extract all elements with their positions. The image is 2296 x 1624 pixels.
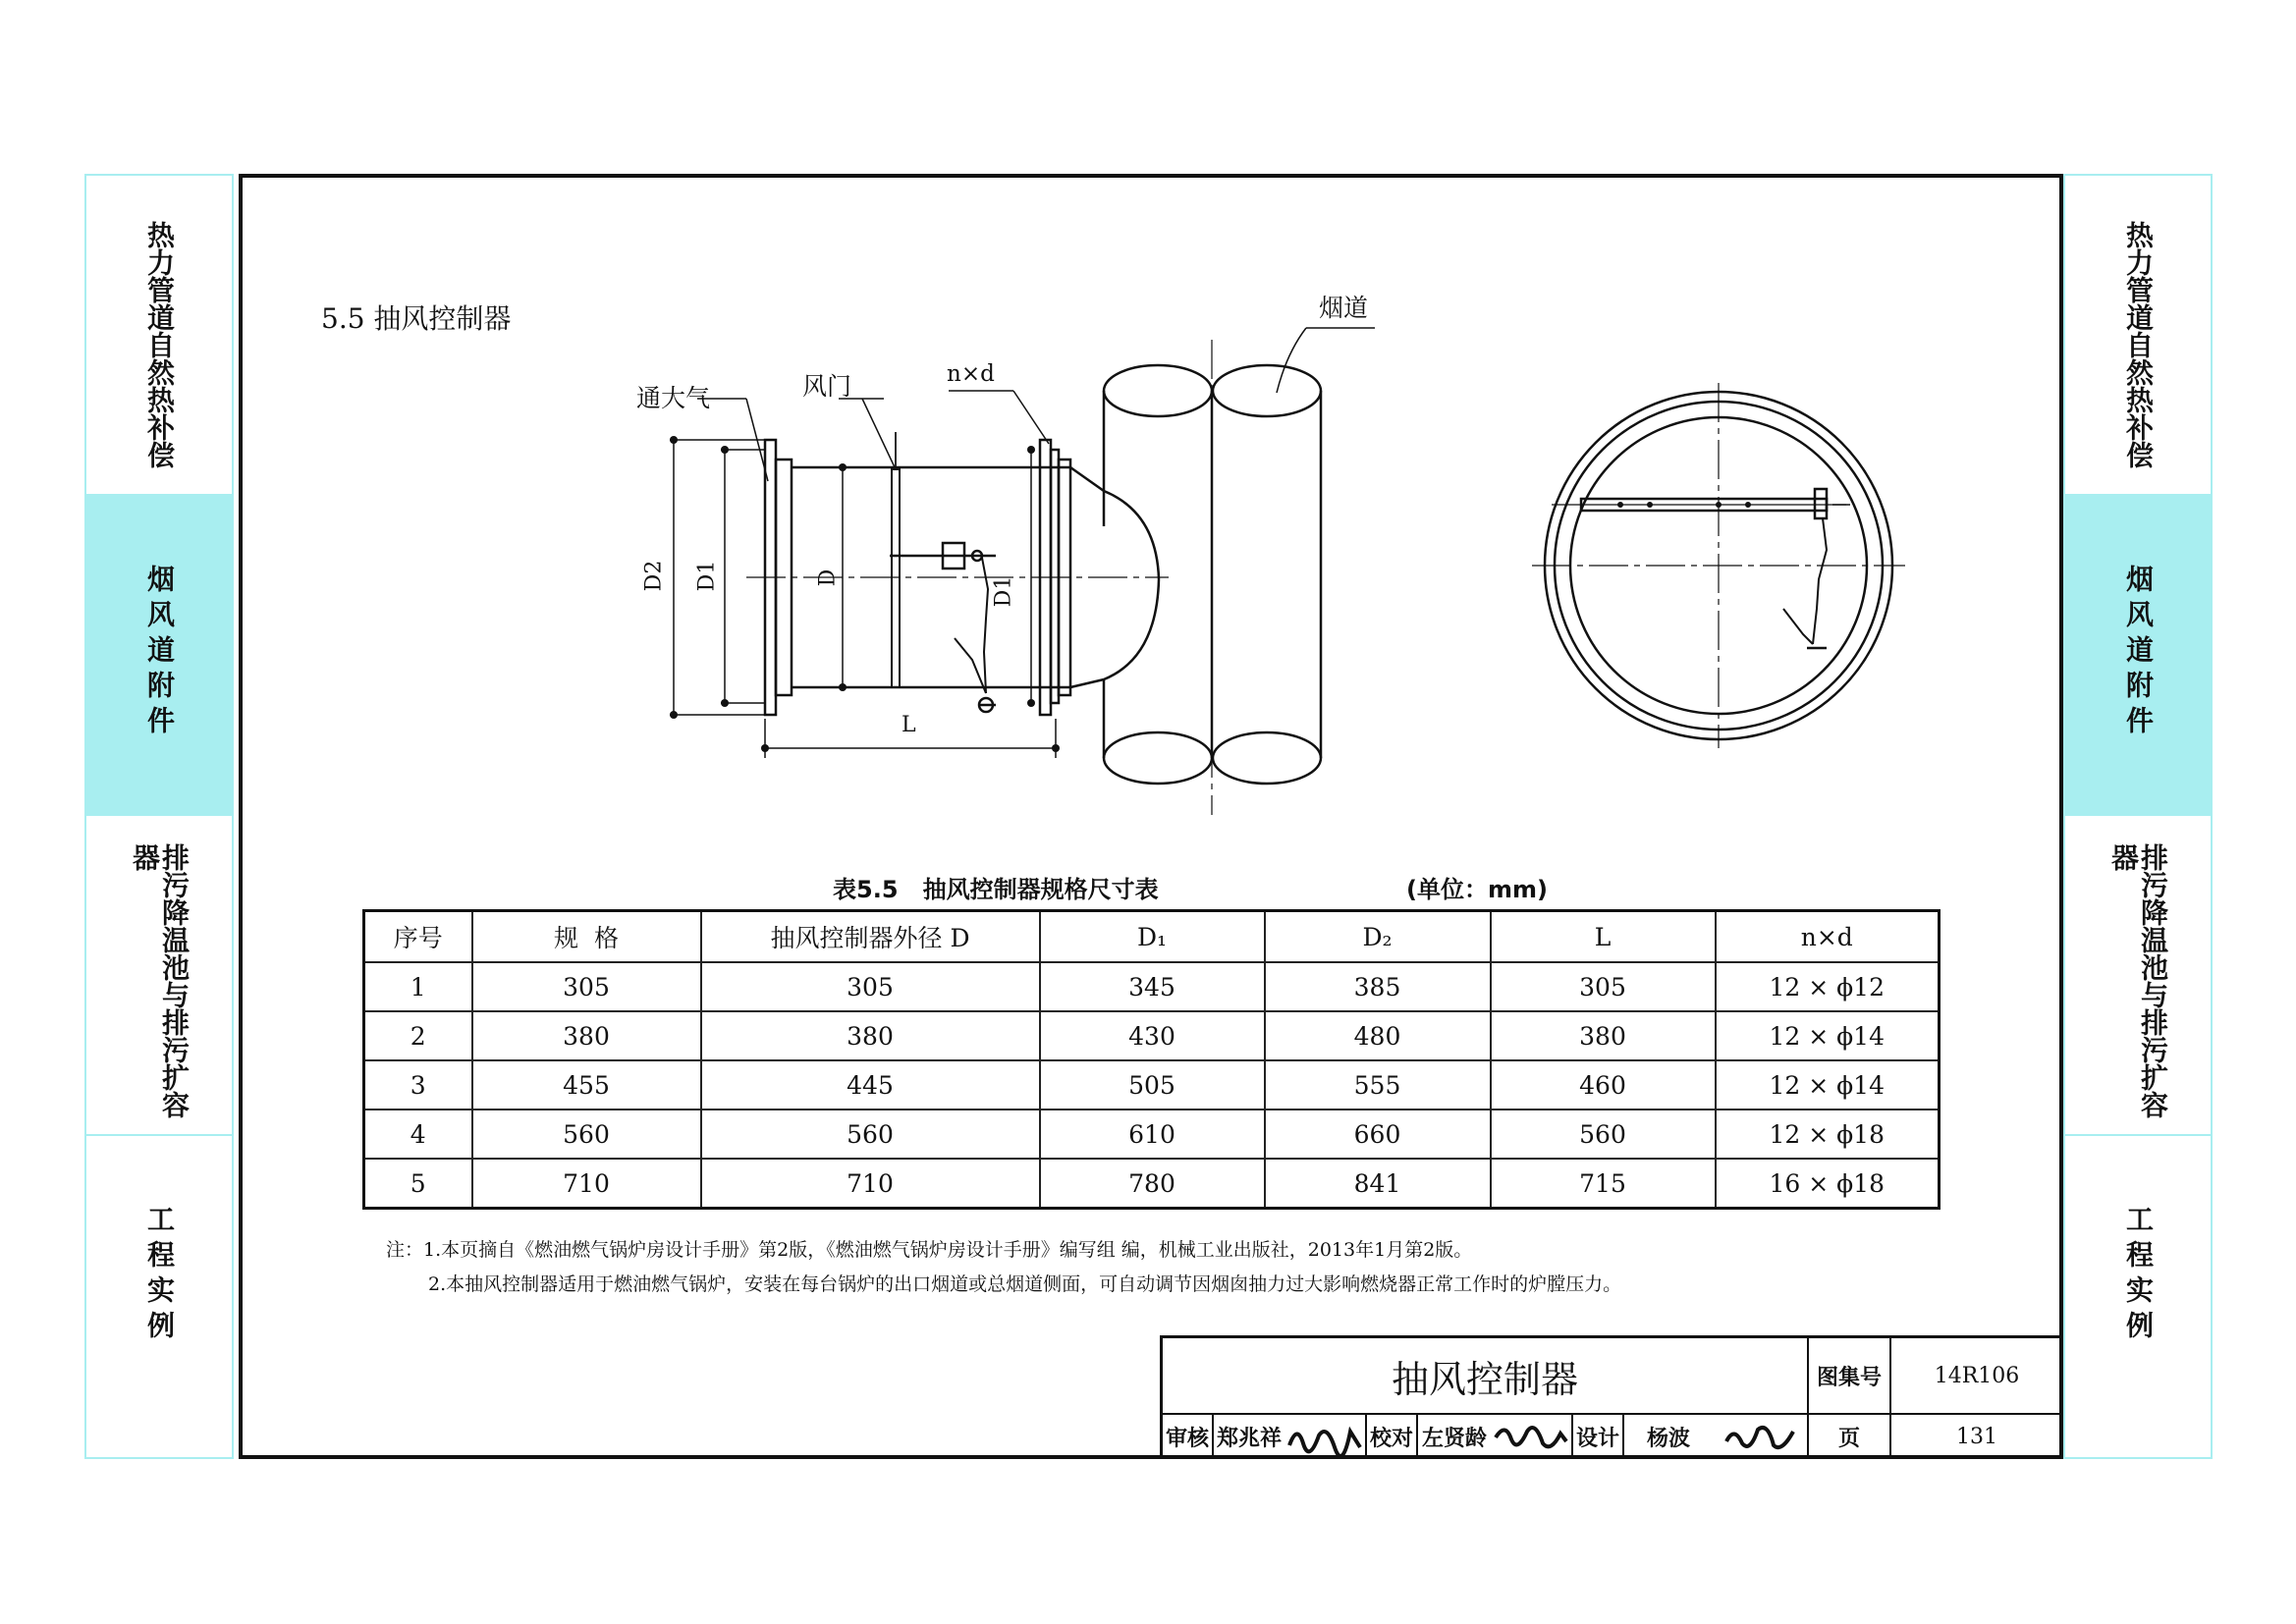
title-block bbox=[1160, 1335, 2063, 1459]
cell: 460 bbox=[1491, 1060, 1716, 1110]
reviewer-name: 郑兆祥 bbox=[1216, 1427, 1282, 1451]
cell: 560 bbox=[701, 1110, 1040, 1159]
flue-top-left bbox=[1104, 365, 1212, 416]
cell: 710 bbox=[472, 1159, 701, 1209]
label-d1-right: D1 bbox=[991, 575, 1016, 608]
cell: 560 bbox=[472, 1110, 701, 1159]
spec-table bbox=[362, 909, 1941, 1210]
cell: 385 bbox=[1265, 962, 1491, 1011]
cell: 4 bbox=[364, 1110, 472, 1159]
label-damper: 风门 bbox=[802, 372, 852, 401]
cell: 16 × ϕ18 bbox=[1716, 1159, 1940, 1209]
cell: 5 bbox=[364, 1159, 472, 1209]
cell: 841 bbox=[1265, 1159, 1491, 1209]
header-d1: D₁ bbox=[1040, 911, 1265, 963]
cell: 1 bbox=[364, 962, 472, 1011]
side-tab-label: 热力管道自然热补偿 bbox=[143, 221, 176, 468]
table-row bbox=[364, 1159, 1940, 1209]
side-tab-label: 排污降温池与排污扩容器 bbox=[129, 843, 191, 1118]
cell: 505 bbox=[1040, 1060, 1265, 1110]
side-tab-label: 烟风道附件 bbox=[143, 565, 176, 741]
table-caption: 表5.5 抽风控制器规格尺寸表 bbox=[833, 876, 1159, 903]
label-length: L bbox=[902, 713, 916, 737]
note-2: 2.本抽风控制器适用于燃油燃气锅炉，安装在每台锅炉的出口烟道或总烟道侧面，可自动调节因烟囱抽力过大影响燃烧器正常工作时的炉膛压力。 bbox=[428, 1273, 1622, 1295]
cell: 445 bbox=[701, 1060, 1040, 1110]
cell: 345 bbox=[1040, 962, 1265, 1011]
page-number: 131 bbox=[1956, 1425, 1997, 1449]
cell: 305 bbox=[1491, 962, 1716, 1011]
cell: 12 × ϕ12 bbox=[1716, 962, 1940, 1011]
label-atmosphere: 通大气 bbox=[636, 384, 711, 412]
page-label: 页 bbox=[1809, 1415, 1891, 1459]
checker-signature bbox=[1491, 1415, 1573, 1459]
cell: 480 bbox=[1265, 1011, 1491, 1060]
flue-top-right bbox=[1213, 365, 1321, 416]
cell: 3 bbox=[364, 1060, 472, 1110]
label-d2: D2 bbox=[641, 560, 667, 592]
label-bolts: n×d bbox=[947, 361, 995, 387]
cell: 780 bbox=[1040, 1159, 1265, 1209]
cell: 380 bbox=[472, 1011, 701, 1060]
designer-signature bbox=[1713, 1415, 1809, 1459]
label-d: D bbox=[815, 568, 841, 587]
side-tab-label: 排污降温池与排污扩容器 bbox=[2107, 843, 2169, 1118]
check-label: 校对 bbox=[1367, 1415, 1418, 1459]
side-tab-label: 热力管道自然热补偿 bbox=[2122, 221, 2155, 468]
header-outer-diameter: 抽风控制器外径 D bbox=[701, 911, 1040, 963]
header-index: 序号 bbox=[364, 911, 472, 963]
cell: 380 bbox=[1491, 1011, 1716, 1060]
atlas-number: 14R106 bbox=[1891, 1338, 2062, 1415]
side-tab-label: 工程实例 bbox=[143, 1205, 176, 1346]
cell: 380 bbox=[701, 1011, 1040, 1060]
cell: 305 bbox=[472, 962, 701, 1011]
label-flue: 烟道 bbox=[1319, 294, 1369, 322]
flue-bottom-right bbox=[1213, 732, 1321, 784]
cell: 715 bbox=[1491, 1159, 1716, 1209]
cell: 12 × ϕ18 bbox=[1716, 1110, 1940, 1159]
drawing-title: 抽风控制器 bbox=[1163, 1338, 1809, 1415]
designer-name: 杨波 bbox=[1646, 1427, 1690, 1451]
cell: 12 × ϕ14 bbox=[1716, 1060, 1940, 1110]
review-label: 审核 bbox=[1163, 1415, 1214, 1459]
header-nd: n×d bbox=[1716, 911, 1940, 963]
design-label: 设计 bbox=[1573, 1415, 1624, 1459]
cell: 555 bbox=[1265, 1060, 1491, 1110]
cell: 710 bbox=[701, 1159, 1040, 1209]
label-d1: D1 bbox=[694, 560, 720, 592]
cell: 305 bbox=[701, 962, 1040, 1011]
table-row bbox=[364, 1060, 1940, 1110]
section-title: 5.5 抽风控制器 bbox=[321, 302, 512, 335]
checker-name: 左贤龄 bbox=[1421, 1427, 1487, 1451]
cell: 560 bbox=[1491, 1110, 1716, 1159]
cell: 430 bbox=[1040, 1011, 1265, 1060]
table-row bbox=[364, 1110, 1940, 1159]
reviewer-signature bbox=[1285, 1415, 1367, 1459]
table-header-row bbox=[364, 911, 1940, 963]
note-1: 注：1.本页摘自《燃油燃气锅炉房设计手册》第2版，《燃油燃气锅炉房设计手册》编写组 编，机械工业出版社，2013年1月第2版。 bbox=[386, 1239, 1473, 1261]
flue-bottom-left bbox=[1104, 732, 1212, 784]
side-tab-label: 工程实例 bbox=[2122, 1205, 2155, 1346]
cell: 2 bbox=[364, 1011, 472, 1060]
header-spec: 规 格 bbox=[472, 911, 701, 963]
cell: 660 bbox=[1265, 1110, 1491, 1159]
table-unit: (单位：mm) bbox=[1406, 876, 1548, 903]
table-row bbox=[364, 962, 1940, 1011]
side-tab-label: 烟风道附件 bbox=[2122, 565, 2155, 741]
cell: 12 × ϕ14 bbox=[1716, 1011, 1940, 1060]
cell: 610 bbox=[1040, 1110, 1265, 1159]
table-row bbox=[364, 1011, 1940, 1060]
atlas-label: 图集号 bbox=[1809, 1338, 1891, 1415]
header-d2: D₂ bbox=[1265, 911, 1491, 963]
header-l: L bbox=[1491, 911, 1716, 963]
cell: 455 bbox=[472, 1060, 701, 1110]
